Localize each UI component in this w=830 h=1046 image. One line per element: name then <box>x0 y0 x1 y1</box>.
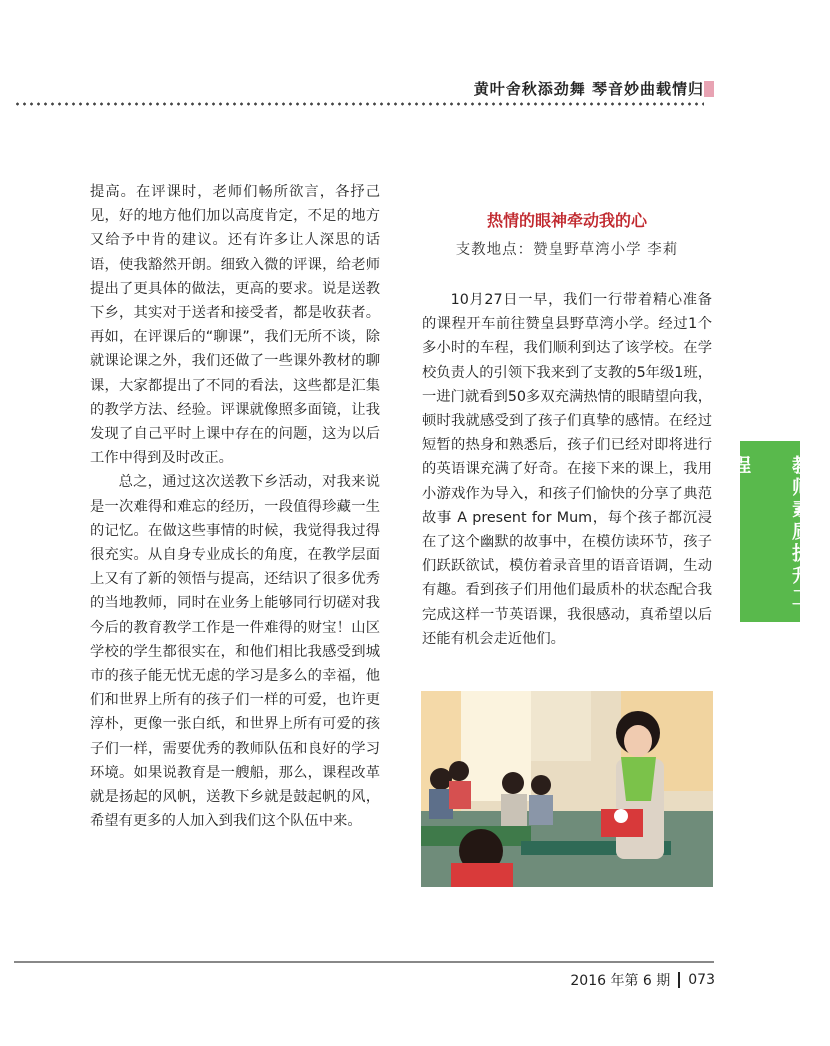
classroom-photo <box>421 691 713 887</box>
header-marker <box>704 81 714 97</box>
page-number: 073 <box>688 972 715 988</box>
article-body <box>422 288 712 651</box>
left-column <box>90 180 380 833</box>
footer-separator <box>678 972 680 988</box>
paragraph: 10月27日一早，我们一行带着精心准备的课程开车前往赞皇县野草湾小学。经过1个多小时的车程，我们顺利到达了该学校。在学校负责人的引领下我来到了支教的5年级1班，一进门就看到50多双充满热情的眼睛望向我，顿时我就感受到了孩子们真挚的感情。在经过短暂的热身和熟悉后，孩子们已经对即将进行的英语课充满了好奇。在接下来的课上，我用小游戏作为导入，和孩子们愉快的分享了典范故事 A present for Mum，每个孩子都沉浸在了这个幽默的故事中，在模仿读环节，孩子们跃跃欲试，模仿着录音里的语音语调，生动有趣。看到孩子们用他们最质朴的状态配合我完成这样一节英语课，我很感动，真希望以后还能有机会走近他们。 <box>422 292 712 647</box>
side-tab <box>729 441 811 622</box>
classroom-photo-illustration <box>421 691 713 887</box>
paragraph: 提高。在评课时，老师们畅所欲言，各抒己见，好的地方他们加以高度肯定，不足的地方又给予中肯的建议。还有许多让人深思的话语，使我豁然开朗。细致入微的评课，给老师提出了更具体的做法，更高的要求。说是送教下乡，其实对于送者和接受者，都是收获者。再如，在评课后的“聊课”，我们无所不谈，除就课论课之外，我们还做了一些课外教材的聊课，大家都提出了不同的看法，这些都是汇集的教学方法、经验。评课就像照多面镜，让我发现了自己平时上课中存在的问题，这为以后工作中得到及时改正。 <box>90 184 380 467</box>
page-header-title: 黄叶舍秋添劲舞 琴音妙曲载情归 <box>473 80 704 98</box>
footer-divider <box>14 961 714 963</box>
page-footer <box>570 970 715 990</box>
paragraph: 总之，通过这次送教下乡活动，对我来说是一次难得和难忘的经历，一段值得珍藏一生的记忆。在做这些事情的时候，我觉得我过得很充实。从自身专业成长的角度，在教学层面上又有了新的领悟与提高，还结识了很多优秀的当地教师，同时在业务上能够同行切磋对我今后的教育教学工作是一件难得的财宝！山区学校的学生都很实在，和他们相比我感受到城市的孩子能无忧无虑的学习是多么的幸福，他们和世界上所有的孩子们一样的可爱，也许更淳朴，更像一张白纸，和世界上所有可爱的孩子们一样，需要优秀的教师队伍和良好的学习环境。如果说教育是一艘船，那么，课程改革就是扬起的风帆，送教下乡就是鼓起帆的风，希望有更多的人加入到我们这个队伍中来。 <box>90 474 380 830</box>
side-tab-label: 教师素质提升工程 <box>729 455 811 609</box>
issue-label: 2016 年第 6 期 <box>570 973 671 989</box>
article-title: 热情的眼神牵动我的心 <box>486 211 647 230</box>
dotted-divider <box>14 101 704 107</box>
article-byline: 支教地点：赞皇野草湾小学 李莉 <box>455 242 679 258</box>
